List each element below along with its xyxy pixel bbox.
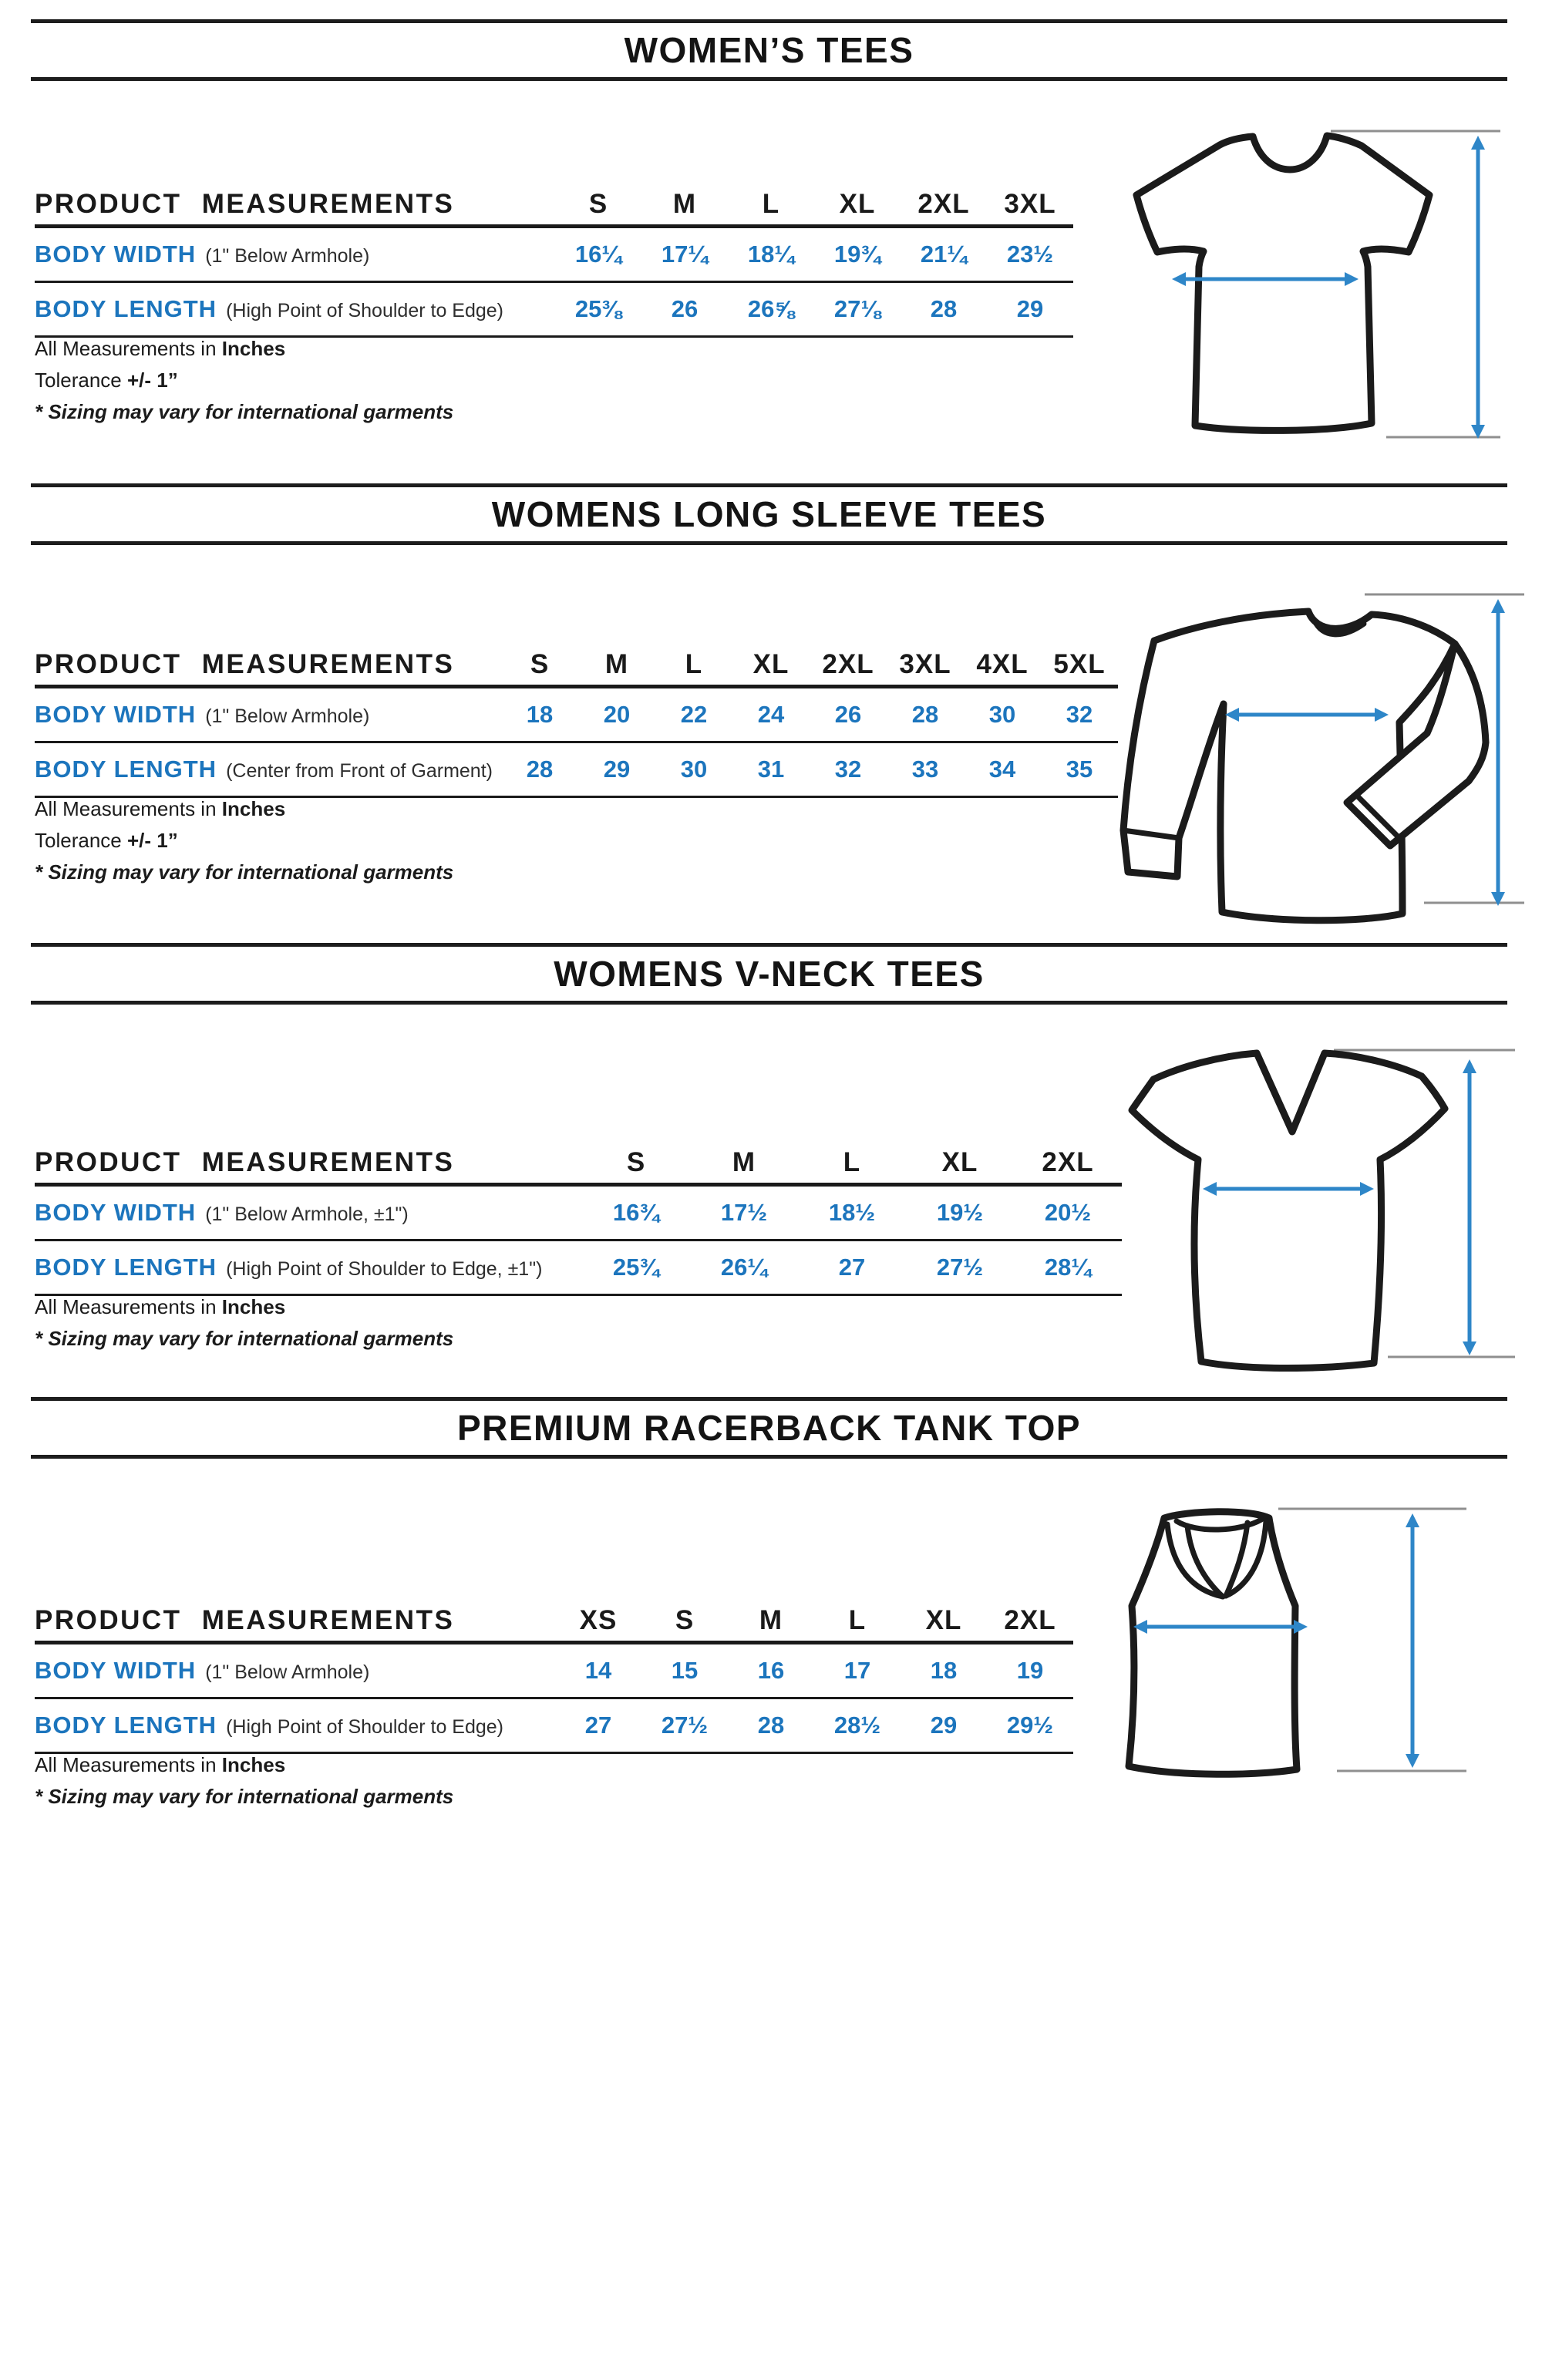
section-title: WOMENS LONG SLEEVE TEES <box>491 494 1047 534</box>
measurement-value: 29 <box>1016 295 1044 322</box>
measurement-value: 27½ <box>661 1712 709 1739</box>
row-label-note: (1" Below Armhole) <box>205 245 370 267</box>
measurement-value: 34 <box>988 756 1016 783</box>
row-label-note: (High Point of Shoulder to Edge) <box>226 300 503 321</box>
measurement-value: 17¼ <box>661 241 709 268</box>
row-label: BODY LENGTH <box>35 1712 217 1739</box>
row-label-cell <box>35 295 555 323</box>
row-label: BODY WIDTH <box>35 701 197 728</box>
table-row <box>35 1187 1122 1241</box>
measurements-note <box>35 797 453 820</box>
measurement-value: 25⅜ <box>574 295 622 322</box>
measurement-value: 27½ <box>936 1254 984 1281</box>
v-neck-tee-icon <box>1126 1041 1519 1384</box>
row-label-cell <box>35 241 555 268</box>
measurement-value: 17 <box>843 1657 871 1684</box>
table-header-label: PRODUCT MEASUREMENTS <box>35 649 455 679</box>
measurement-value: 16 <box>757 1657 785 1684</box>
size-header: S <box>530 649 550 679</box>
section-long-sleeve-tees <box>0 483 1542 943</box>
size-header: 2XL <box>822 649 874 679</box>
long-sleeve-tee-icon <box>1106 567 1538 944</box>
row-label: BODY WIDTH <box>35 1657 197 1684</box>
length-arrow <box>1491 599 1505 906</box>
section-notes <box>35 1753 453 1816</box>
measurement-value: 29 <box>603 756 631 783</box>
size-header: S <box>626 1147 646 1177</box>
row-label-note: (High Point of Shoulder to Edge) <box>226 1716 503 1738</box>
measurement-value: 31 <box>757 756 785 783</box>
section-notes <box>35 797 453 892</box>
measurement-value: 28½ <box>833 1712 881 1739</box>
measurement-value: 28 <box>757 1712 785 1739</box>
sizing-note: * Sizing may vary for international garments <box>35 1327 454 1350</box>
tolerance-note-prefix: Tolerance <box>35 829 122 852</box>
measurement-value: 28 <box>526 756 554 783</box>
size-header: 4XL <box>976 649 1029 679</box>
measurements-note-unit: Inches <box>221 797 286 820</box>
row-label: BODY LENGTH <box>35 1254 217 1281</box>
row-label-note: (Center from Front of Garment) <box>226 760 493 782</box>
row-label-cell <box>35 1254 582 1281</box>
length-arrow <box>1406 1513 1419 1768</box>
table-header-label: PRODUCT MEASUREMENTS <box>35 189 455 219</box>
measurement-value: 33 <box>911 756 939 783</box>
sizing-note: * Sizing may vary for international garments <box>35 400 454 423</box>
measurement-value: 18½ <box>828 1199 876 1226</box>
measurement-value: 23½ <box>1006 241 1054 268</box>
row-label: BODY WIDTH <box>35 241 197 268</box>
table-row <box>35 1241 1122 1296</box>
section-title-bar <box>31 943 1507 1005</box>
measurements-note-unit: Inches <box>221 1753 286 1776</box>
size-header: S <box>675 1605 695 1635</box>
measurement-value: 26 <box>671 295 699 322</box>
measurements-note-prefix: All Measurements in <box>35 337 217 360</box>
sizing-note: * Sizing may vary for international garments <box>35 860 454 884</box>
section-title: PREMIUM RACERBACK TANK TOP <box>456 1408 1082 1448</box>
table-header-row <box>35 1132 1122 1187</box>
row-label-note: (High Point of Shoulder to Edge, ±1") <box>226 1258 543 1280</box>
size-header: 2XL <box>1042 1147 1094 1177</box>
row-label-cell <box>35 1657 555 1685</box>
size-header: 3XL <box>899 649 951 679</box>
tolerance-note-prefix: Tolerance <box>35 369 122 392</box>
measurement-value: 22 <box>680 701 708 728</box>
size-header: L <box>685 649 703 679</box>
measurements-table <box>35 634 1118 798</box>
measurement-value: 27 <box>584 1712 612 1739</box>
section-title: WOMENS V-NECK TEES <box>554 954 985 994</box>
measurement-value: 18 <box>930 1657 958 1684</box>
measurement-value: 19¾ <box>833 241 881 268</box>
measurement-value: 24 <box>757 701 785 728</box>
row-label-note: (1" Below Armhole, ±1") <box>205 1203 409 1225</box>
section-notes <box>35 337 453 432</box>
sizing-note: * Sizing may vary for international garments <box>35 1785 454 1808</box>
measurement-value: 27 <box>838 1254 866 1281</box>
table-header-label: PRODUCT MEASUREMENTS <box>35 1147 455 1177</box>
measurements-note <box>35 1753 453 1776</box>
measurements-note <box>35 337 453 360</box>
section-title-bar <box>31 483 1507 545</box>
measurement-value: 21¼ <box>920 241 968 268</box>
row-label: BODY WIDTH <box>35 1199 197 1226</box>
measurement-value: 18 <box>526 701 554 728</box>
measurement-value: 30 <box>988 701 1016 728</box>
length-arrow <box>1463 1059 1476 1355</box>
size-header: XS <box>579 1605 618 1635</box>
measurement-value: 28 <box>911 701 939 728</box>
measurements-note-unit: Inches <box>221 1295 286 1318</box>
row-label-cell <box>35 1712 555 1739</box>
table-header-label: PRODUCT MEASUREMENTS <box>35 1605 455 1635</box>
row-label-cell <box>35 1199 582 1227</box>
section-v-neck-tees <box>0 943 1542 1397</box>
measurement-value: 18¼ <box>747 241 795 268</box>
measurement-value: 35 <box>1066 756 1093 783</box>
measurement-value: 30 <box>680 756 708 783</box>
size-header: S <box>588 189 608 219</box>
size-header: XL <box>752 649 790 679</box>
size-header: M <box>604 649 629 679</box>
measurement-value: 26¼ <box>720 1254 768 1281</box>
size-header: XL <box>925 1605 962 1635</box>
measurements-note <box>35 1295 453 1318</box>
measurement-value: 20½ <box>1044 1199 1092 1226</box>
length-arrow <box>1471 136 1485 439</box>
racerback-tank-icon <box>1118 1500 1480 1823</box>
measurements-table <box>35 1132 1122 1296</box>
size-header: XL <box>941 1147 978 1177</box>
measurement-value: 15 <box>671 1657 699 1684</box>
measurement-value: 14 <box>584 1657 612 1684</box>
size-header: 2XL <box>917 189 970 219</box>
size-header: M <box>672 189 697 219</box>
size-header: 2XL <box>1004 1605 1056 1635</box>
row-label-note: (1" Below Armhole) <box>205 705 370 727</box>
section-racerback-tank <box>0 1397 1542 1860</box>
table-row <box>35 228 1073 283</box>
v-neck-outline <box>1132 1053 1445 1368</box>
measurement-value: 17½ <box>720 1199 768 1226</box>
tolerance-note <box>35 369 453 392</box>
size-header: 3XL <box>1004 189 1056 219</box>
table-row <box>35 743 1118 798</box>
measurement-value: 32 <box>1066 701 1093 728</box>
measurement-value: 26⅝ <box>747 295 795 322</box>
crewneck-tee-icon <box>1103 100 1507 443</box>
table-row <box>35 283 1073 338</box>
measurement-value: 19 <box>1016 1657 1044 1684</box>
measurement-value: 28¼ <box>1044 1254 1092 1281</box>
section-notes <box>35 1295 453 1358</box>
measurement-value: 19½ <box>936 1199 984 1226</box>
row-label-cell <box>35 701 501 729</box>
measurements-note-prefix: All Measurements in <box>35 797 217 820</box>
measurements-table <box>35 173 1073 338</box>
size-header: M <box>759 1605 783 1635</box>
section-title-bar <box>31 1397 1507 1459</box>
section-womens-tees <box>0 19 1542 483</box>
table-row <box>35 1644 1073 1699</box>
table-header-row <box>35 173 1073 228</box>
measurements-note-unit: Inches <box>221 337 286 360</box>
tolerance-note <box>35 829 453 852</box>
measurement-value: 32 <box>834 756 862 783</box>
size-header: L <box>843 1147 861 1177</box>
measurement-value: 25¾ <box>612 1254 660 1281</box>
table-header-row <box>35 1590 1073 1644</box>
row-label-note: (1" Below Armhole) <box>205 1661 370 1683</box>
measurement-value: 29 <box>930 1712 958 1739</box>
size-header: XL <box>839 189 876 219</box>
measurement-value: 16¾ <box>612 1199 660 1226</box>
tank-outline <box>1129 1512 1297 1775</box>
size-header: L <box>848 1605 867 1635</box>
measurement-value: 16¼ <box>574 241 622 268</box>
measurement-value: 28 <box>930 295 958 322</box>
row-label: BODY LENGTH <box>35 295 217 322</box>
row-label: BODY LENGTH <box>35 756 217 783</box>
section-title-bar <box>31 19 1507 81</box>
tolerance-note-value: +/- 1” <box>126 829 178 852</box>
table-row <box>35 688 1118 743</box>
measurements-note-prefix: All Measurements in <box>35 1295 217 1318</box>
section-title: WOMEN’S TEES <box>624 30 914 70</box>
measurement-value: 29½ <box>1006 1712 1054 1739</box>
size-header: 5XL <box>1053 649 1106 679</box>
measurements-table <box>35 1590 1073 1754</box>
measurement-value: 26 <box>834 701 862 728</box>
size-header: M <box>732 1147 756 1177</box>
row-label-cell <box>35 756 501 783</box>
measurement-value: 27⅛ <box>833 295 881 322</box>
size-header: L <box>762 189 780 219</box>
measurement-value: 20 <box>603 701 631 728</box>
tolerance-note-value: +/- 1” <box>126 369 178 392</box>
table-header-row <box>35 634 1118 688</box>
measurements-note-prefix: All Measurements in <box>35 1753 217 1776</box>
table-row <box>35 1699 1073 1754</box>
